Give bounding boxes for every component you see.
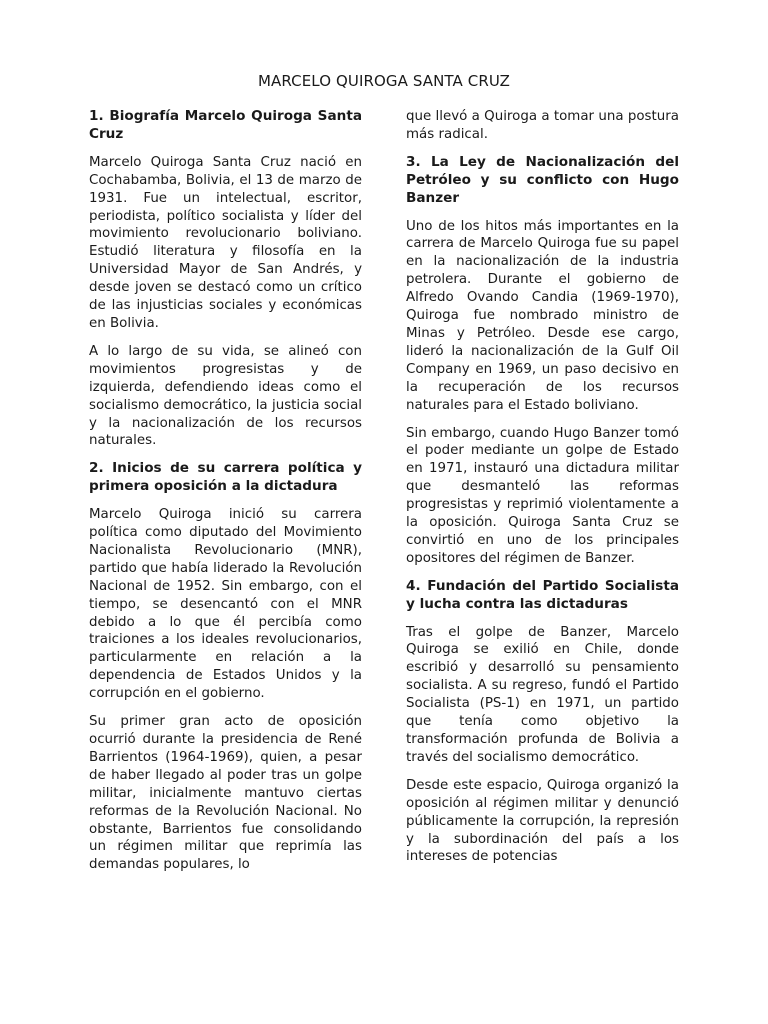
paragraph: A lo largo de su vida, se alineó con movimientos progresistas y de izquierda, defendiendo ideas como el socialismo democrático, la justicia social y la nacionalización de los recursos naturales. <box>89 343 362 449</box>
section-heading-1: 1. Biografía Marcelo Quiroga Santa Cruz <box>89 108 362 142</box>
paragraph: Uno de los hitos más importantes en la carrera de Marcelo Quiroga fue su papel en la nacionalización de la industria petrolera. Durante el gobierno de Alfredo Ovando Candia (1969-1970), Quiroga fue nombrado ministro de Minas y Petróleo. Desde ese cargo, lideró la nacionalización de la Gulf Oil Company en 1969, un paso decisivo en la recuperación de los recursos naturales para el Estado boliviano. <box>406 218 679 413</box>
paragraph-continuation: que llevó a Quiroga a tomar una postura más radical. <box>406 109 679 142</box>
section-heading-2: 2. Inicios de su carrera política y primera oposición a la dictadura <box>89 460 362 495</box>
left-column <box>89 108 362 884</box>
right-column <box>406 108 679 876</box>
paragraph: Sin embargo, cuando Hugo Banzer tomó el poder mediante un golpe de Estado en 1971, instauró una dictadura militar que desmanteló las reformas progresistas y reprimió violentamente a la oposición. Quiroga Santa Cruz se convirtió en uno de los principales opositores del régimen de Banzer. <box>406 425 679 566</box>
section-heading-4: 4. Fundación del Partido Socialista y lucha contra las dictaduras <box>406 577 679 612</box>
paragraph: Tras el golpe de Banzer, Marcelo Quiroga se exilió en Chile, donde escribió y desarrolló su pensamiento socialista. A su regreso, fundó el Partido Socialista (PS-1) en 1971, un partido que tenía como objetivo la transformación profunda de Bolivia a través del socialismo democrático. <box>406 624 679 765</box>
paragraph: Marcelo Quiroga Santa Cruz nació en Cochabamba, Bolivia, el 13 de marzo de 1931. Fue un intelectual, escritor, periodista, político socialista y líder del movimiento revolucionario boliviano. Estudió literatura y filosofía en la Universidad Mayor de San Andrés, y desde joven se destacó como un crítico de las injusticias sociales y económicas en Bolivia. <box>89 154 362 331</box>
document-title: MARCELO QUIROGA SANTA CRUZ <box>257 72 511 90</box>
section-heading-3: 3. La Ley de Nacionalización del Petróleo y su conflicto con Hugo Banzer <box>406 153 679 206</box>
paragraph: Su primer gran acto de oposición ocurrió durante la presidencia de René Barrientos (1964-1969), quien, a pesar de haber llegado al poder tras un golpe militar, inicialmente mantuvo ciertas reformas de la Revolución Nacional. No obstante, Barrientos fue consolidando un régimen militar que reprimía las demandas populares, lo <box>89 714 362 873</box>
paragraph: Marcelo Quiroga inició su carrera política como diputado del Movimiento Nacionalista Revolucionario (MNR), partido que había liderado la Revolución Nacional de 1952. Sin embargo, con el tiempo, se desencantó con el MNR debido a lo que él percibía como traiciones a los ideales revolucionarios, particularmente en relación a la dependencia de Estados Unidos y la corrupción en el gobierno. <box>89 507 362 702</box>
paragraph: Desde este espacio, Quiroga organizó la oposición al régimen militar y denunció públicamente la corrupción, la represión y la subordinación del país a los intereses de potencias <box>406 777 679 865</box>
